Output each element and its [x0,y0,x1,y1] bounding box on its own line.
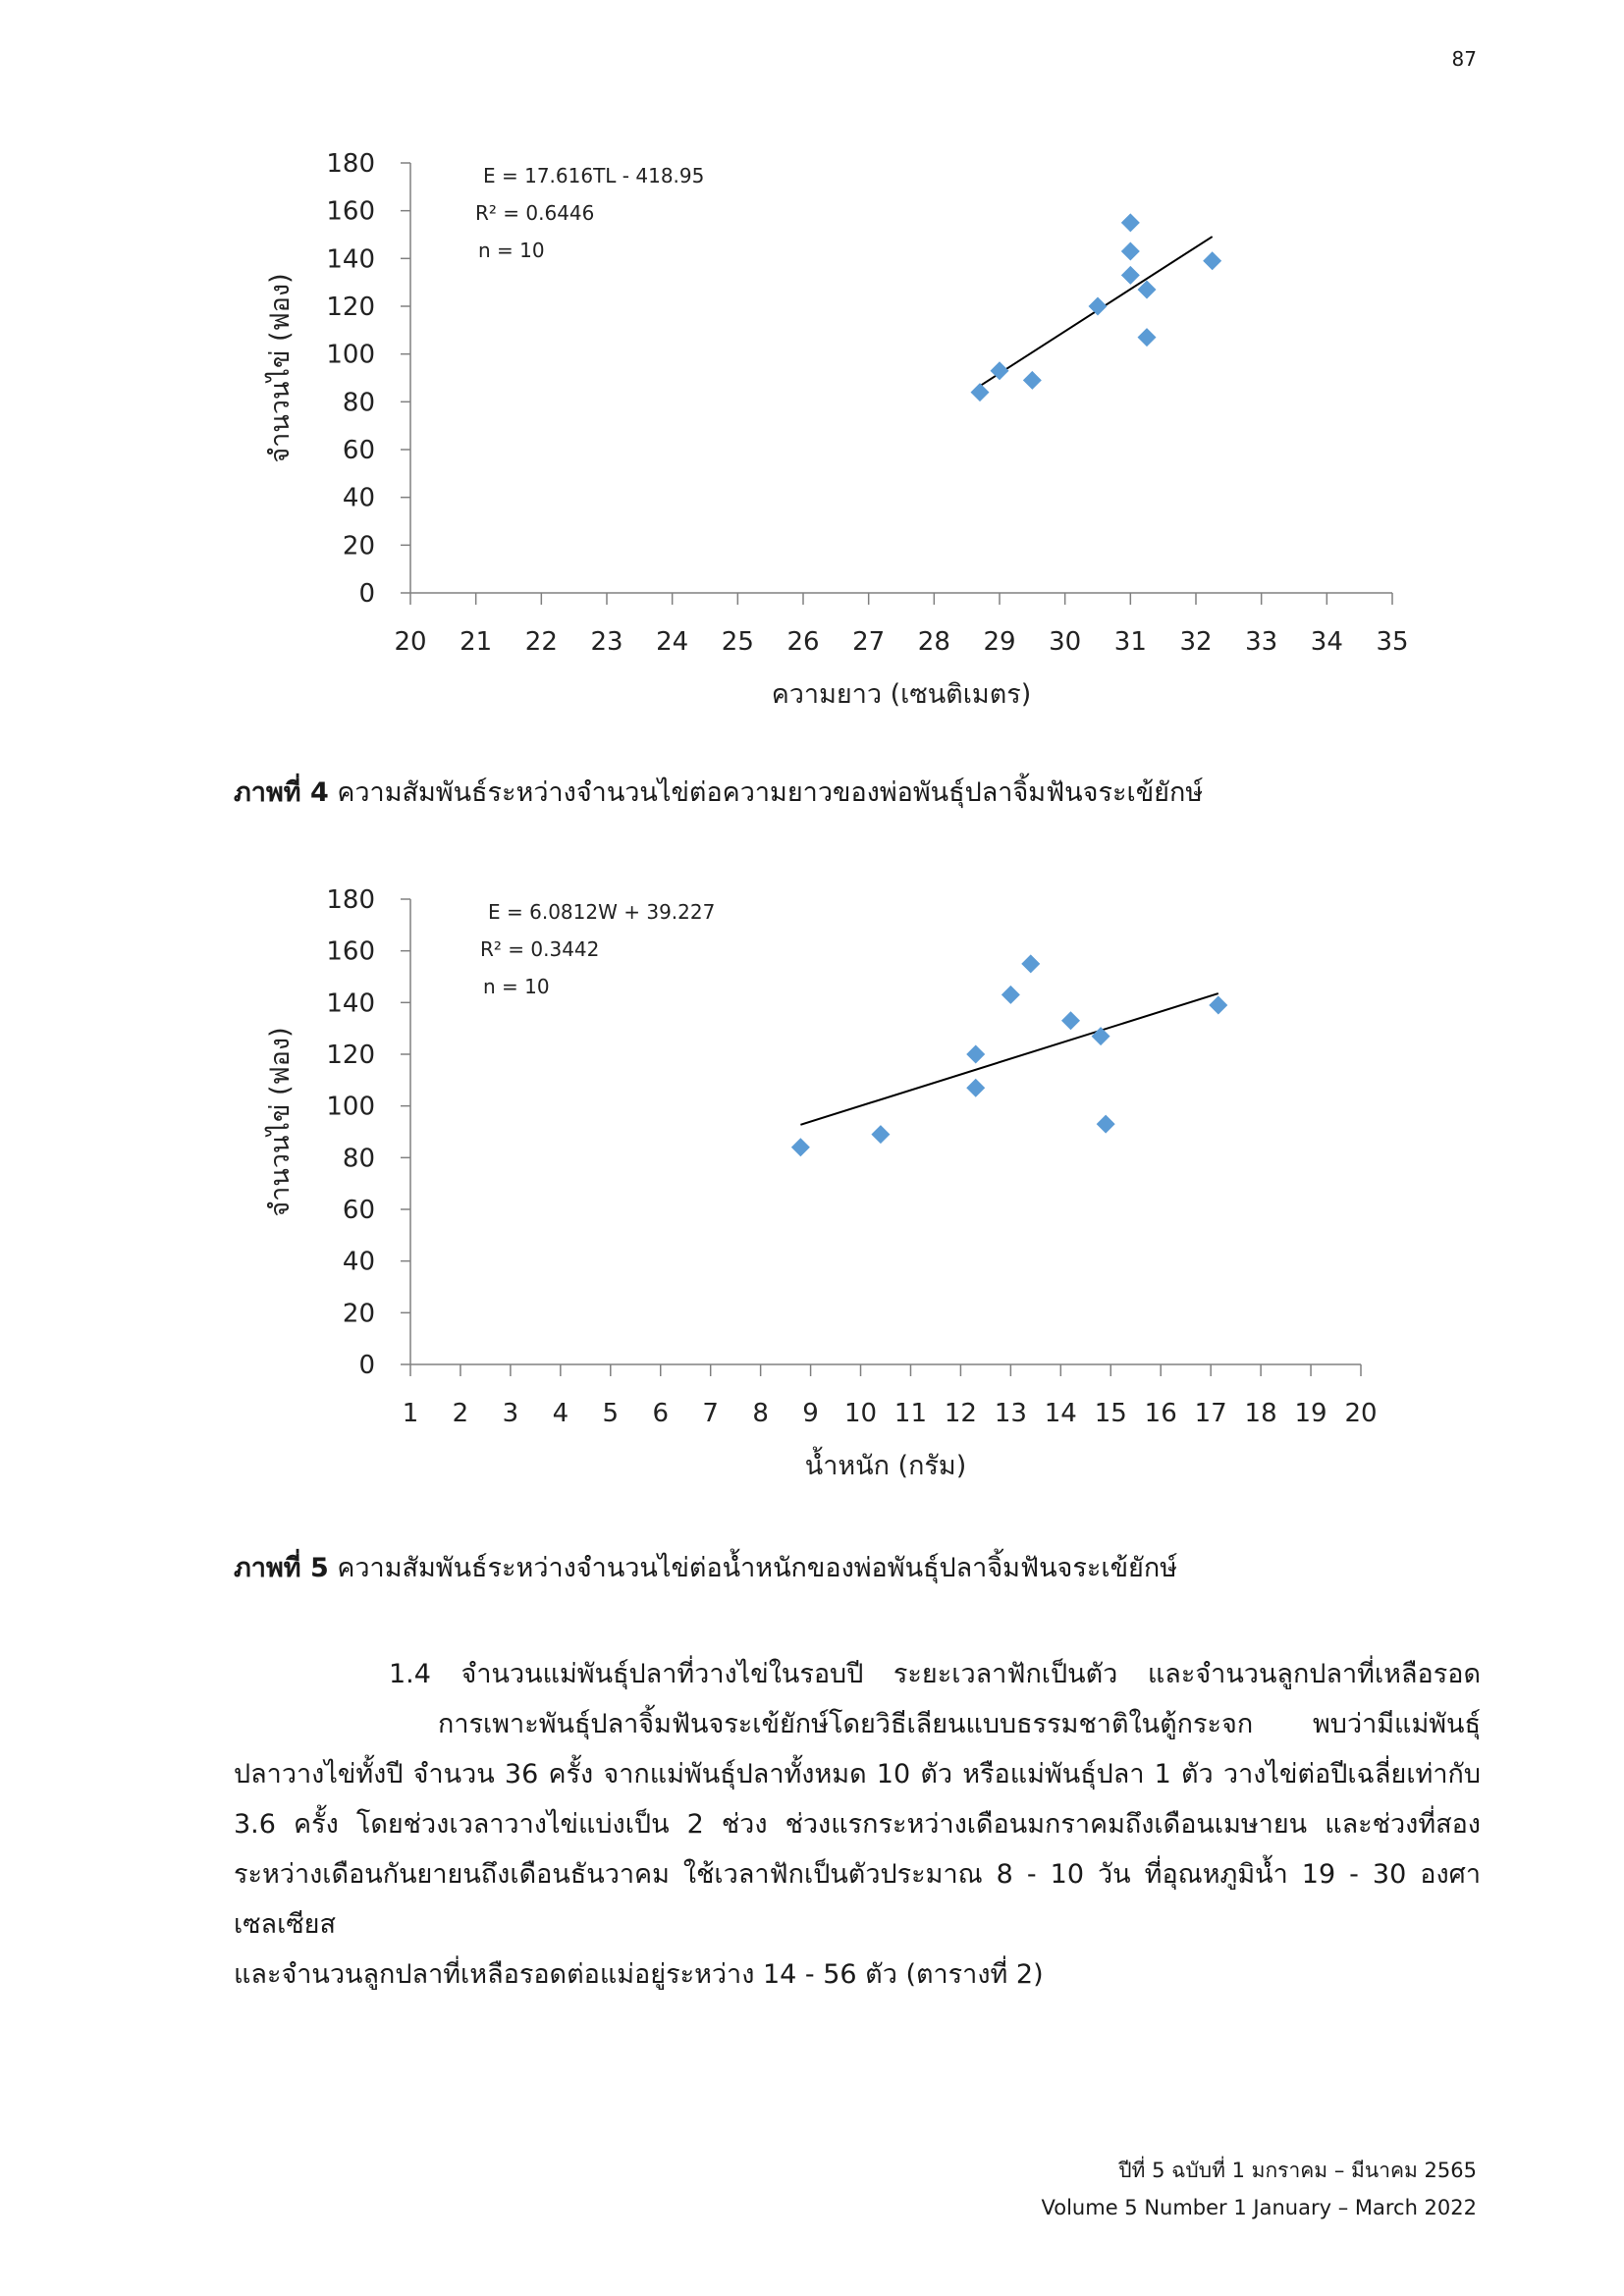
data-point [1138,328,1157,347]
x-tick-label: 8 [752,1399,769,1428]
data-point [1001,986,1020,1004]
y-tick-label: 20 [342,1299,375,1329]
y-axis-label: จำนวนไข่ (ฟอง) [265,1027,296,1217]
x-tick-label: 11 [893,1399,928,1428]
data-point [1097,1115,1115,1134]
y-tick-label: 100 [326,340,375,370]
data-point [1092,1027,1110,1045]
figure-5-caption [234,1546,1177,1588]
regression-annotation: n = 10 [478,239,545,262]
y-tick-label: 180 [326,885,375,915]
y-tick-label: 80 [342,1144,375,1174]
y-tick-label: 120 [326,293,375,322]
x-tick-label: 22 [524,627,558,657]
x-tick-label: 5 [602,1399,620,1428]
x-tick-label: 20 [1344,1399,1378,1428]
regression-annotation: R² = 0.6446 [475,201,595,225]
figure-5-caption-text: ความสัมพันธ์ระหว่างจำนวนไข่ต่อน้ำหนักของพ่อพันธุ์ปลาจิ้มฟันจระเข้ยักษ์ [328,1553,1178,1583]
x-tick-label: 35 [1376,627,1409,657]
y-tick-label: 160 [326,196,375,227]
y-tick-label: 0 [358,1351,375,1380]
x-tick-label: 17 [1194,1399,1227,1428]
y-tick-label: 0 [358,579,375,609]
x-tick-label: 28 [917,627,950,657]
x-tick-label: 1 [402,1399,419,1428]
x-tick-label: 15 [1094,1399,1127,1428]
footer-thai: ปีที่ 5 ฉบับที่ 1 มกราคม – มีนาคม 2565 [1118,2159,1477,2182]
body-line: 3.6 ครั้ง โดยช่วงเวลาวางไข่แบ่งเป็น 2 ช่วง ช่วงแรกระหว่างเดือนมกราคมถึงเดือนเมษายน และช่วงที่สอง [234,1809,1481,1840]
data-point [971,383,990,401]
x-tick-label: 12 [944,1399,977,1428]
trendline [800,993,1218,1125]
data-point [966,1045,985,1064]
figure-4-caption [234,771,1203,813]
page-number: 87 [1451,47,1477,71]
regression-annotation: E = 6.0812W + 39.227 [488,900,716,924]
data-point [1209,995,1227,1014]
x-tick-label: 23 [590,627,623,657]
figure-5-scatter-chart [0,874,1624,1502]
x-tick-label: 21 [460,627,493,657]
figure-5-label: ภาพที่ 5 [234,1553,329,1583]
x-tick-label: 24 [656,627,689,657]
data-point [1061,1011,1080,1030]
data-point [791,1138,810,1156]
body-paragraph [234,1649,1481,2000]
x-tick-label: 14 [1044,1399,1077,1428]
x-tick-label: 18 [1244,1399,1277,1428]
x-tick-label: 16 [1144,1399,1177,1428]
y-tick-label: 20 [342,531,375,561]
x-tick-label: 2 [452,1399,469,1428]
y-tick-label: 140 [326,988,375,1019]
regression-annotation: E = 17.616TL - 418.95 [483,164,705,187]
y-tick-label: 180 [326,149,375,179]
data-point [1089,297,1108,316]
y-tick-label: 80 [342,388,375,418]
x-axis-label: น้ำหนัก (กรัม) [804,1451,967,1481]
data-point [1121,213,1140,232]
x-tick-label: 26 [786,627,820,657]
x-tick-label: 4 [552,1399,569,1428]
x-tick-label: 32 [1179,627,1213,657]
x-tick-label: 20 [394,627,427,657]
x-tick-label: 10 [843,1399,878,1428]
x-tick-label: 27 [852,627,886,657]
figure-4-scatter-chart [0,137,1624,746]
y-tick-label: 120 [326,1041,375,1070]
data-point [871,1125,890,1144]
x-tick-label: 30 [1049,627,1082,657]
body-line: การเพาะพันธุ์ปลาจิ้มฟันจระเข้ยักษ์โดยวิธีเลียนแบบธรรมชาติในตู้กระจก พบว่ามีแม่พันธุ์ [438,1709,1481,1739]
data-point [1023,371,1042,390]
y-tick-label: 40 [342,483,375,513]
y-tick-label: 60 [342,436,375,465]
figure-4-label: ภาพที่ 4 [234,777,329,808]
x-tick-label: 9 [802,1399,819,1428]
x-axis-label: ความยาว (เซนติเมตร) [771,679,1032,710]
body-line: ปลาวางไข่ทั้งปี จำนวน 36 ครั้ง จากแม่พันธุ์ปลาทั้งหมด 10 ตัว หรือแม่พันธุ์ปลา 1 ตัว วางไข่ต่อปีเฉลี่ยเท่ากับ [234,1759,1481,1789]
x-tick-label: 13 [994,1399,1027,1428]
x-tick-label: 34 [1310,627,1343,657]
y-tick-label: 60 [342,1196,375,1225]
x-tick-label: 33 [1245,627,1278,657]
x-tick-label: 29 [983,627,1016,657]
body-line: ระหว่างเดือนกันยายนถึงเดือนธันวาคม ใช้เวลาฟักเป็นตัวประมาณ 8 - 10 วัน ที่อุณหภูมิน้ำ 19 - 30 องศาเซลเซียส [234,1859,1481,1940]
regression-annotation: R² = 0.3442 [480,937,600,961]
page-footer [1042,2152,1477,2226]
data-point [1021,954,1040,973]
footer-english: Volume 5 Number 1 January – March 2022 [1041,2196,1477,2219]
body-line: และจำนวนลูกปลาที่เหลือรอดต่อแม่อยู่ระหว่าง 14 - 56 ตัว (ตารางที่ 2) [234,1959,1044,1990]
body-line: 1.4 จำนวนแม่พันธุ์ปลาที่วางไข่ในรอบปี ระยะเวลาฟักเป็นตัว และจำนวนลูกปลาที่เหลือรอด [389,1659,1481,1689]
x-tick-label: 7 [702,1399,719,1428]
y-tick-label: 140 [326,244,375,275]
x-tick-label: 31 [1113,627,1147,657]
data-point [1121,266,1140,285]
x-tick-label: 19 [1294,1399,1327,1428]
x-tick-label: 3 [502,1399,519,1428]
y-tick-label: 160 [326,936,375,967]
data-point [1203,251,1221,270]
data-point [1121,242,1140,261]
data-point [966,1079,985,1097]
y-tick-label: 100 [326,1092,375,1122]
figure-4-caption-text: ความสัมพันธ์ระหว่างจำนวนไข่ต่อความยาวของพ่อพันธุ์ปลาจิ้มฟันจระเข้ยักษ์ [328,777,1204,808]
regression-annotation: n = 10 [483,975,550,998]
x-tick-label: 25 [721,627,754,657]
y-tick-label: 40 [342,1247,375,1277]
x-tick-label: 6 [652,1399,670,1428]
y-axis-label: จำนวนไข่ (ฟอง) [265,273,296,463]
